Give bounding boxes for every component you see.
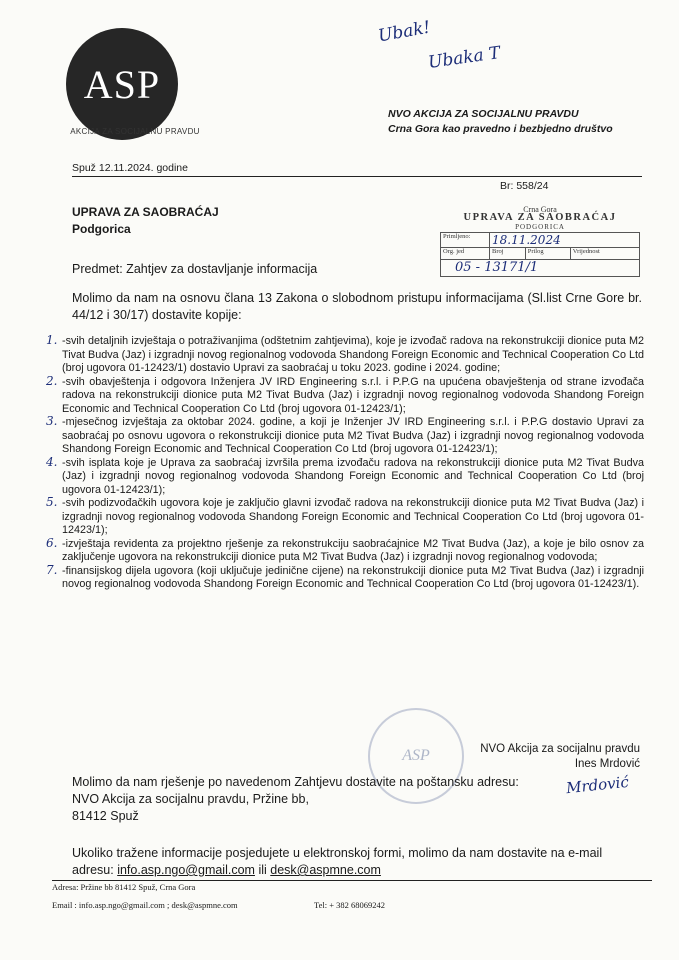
list-item: [46, 562, 644, 592]
item-number: 1.: [46, 333, 58, 347]
item-number: 5.: [46, 495, 58, 509]
item-text: -svih detaljnih izvještaja o potraživanjima (odštetnim zahtjevima), koje je izvođač radova na rekonstrukciji dionice puta M2 Tivat Budva (Jaz) i izgradnji novog regionalnog vodovoda Shandong Foreign Economic and Technical Cooperation Co Ltd (broj ugovora 01-12423/1) dostavio Upravi za saobraćaj u toku 2023. godine i 2024. godine;: [62, 335, 644, 374]
handwritten-note-2: Ubaka T: [426, 43, 502, 73]
footer: [52, 878, 652, 914]
footer-contact-row: [52, 896, 652, 914]
footer-address: Adresa: Pržine bb 81412 Spuž, Crna Gora: [52, 882, 196, 892]
item-number: 7.: [46, 562, 58, 577]
reception-stamp: [440, 205, 640, 283]
stamp-received-value: 18.11.2024: [490, 233, 640, 248]
footer-phone: Tel: + 382 68069242: [314, 900, 386, 910]
item-text: -finansijskog dijela ugovora (koji uključuje jedinične cijene) na rekonstrukciji dionice puta M2 Tivat Budva (Jaz) i izgradnji novog regionalnog vodovoda Shandong Foreign Economic and Technical Cooperation Co Ltd (broj ugovora 01-12423/1).: [62, 564, 644, 590]
item-text: -svih obavještenja i odgovora Inženjera JV IRD Engineering s.r.l. i P.P.G na upućena obavještenja od strane izvođača radova na rekonstrukciji dionice puta M2 Tivat Budva (Jaz) i izgradnji novog regionalnog vodovoda Shandong Foreign Economic and Technical Cooperation Co Ltd (broj ugovora 01-12423/1);: [62, 375, 644, 415]
postal-request-line2: NVO Akcija za socijalnu pravdu, Pržine bb,: [72, 792, 309, 806]
item-number: 2.: [46, 373, 58, 388]
item-number: 3.: [46, 414, 58, 428]
stamp-received-label: Primljeno:: [441, 233, 490, 248]
signer-name: Ines Mrdović: [574, 758, 640, 770]
recipient-city: Podgorica: [72, 222, 131, 236]
item-text: -mjesečnog izvještaja za oktobar 2024. godine, a koji je Inženjer JV IRD Engineering s.r.l. i P.P.G dostavio Upravi za saobraćaj po osnovu ugovora o rekonstrukciji dionice puta M2 Tivat Budva (Jaz) i izgradnji novog regionalnog vodovoda Shandong Foreign Economic and Technical Cooperation Co Ltd (broj ugovora 01-12423/1);: [62, 416, 644, 455]
item-text: -izvještaja revidenta za projektno rješenje za rekonstrukciju saobraćajnice M2 Tivat Budva (Jaz), a koje je bilo osnov za zaključenje ugovora na rekonstrukciji dionice puta M2 Tivat Budva (Jaz) i izgradnji novog regionalnog vodovoda;: [62, 537, 644, 563]
list-item: [46, 414, 644, 457]
signature: Mrdović: [565, 772, 630, 798]
list-item: [46, 333, 644, 376]
logo: [66, 28, 178, 140]
recipient-name: UPRAVA ZA SAOBRAĆAJ: [72, 205, 219, 219]
list-item: [46, 454, 644, 498]
stamp-number-label: Broj: [490, 248, 526, 260]
org-slogan: Crna Gora kao pravedno i bezbjedno društvo: [388, 123, 613, 135]
header-divider: [72, 176, 642, 177]
reference-number: Br: 558/24: [500, 180, 549, 192]
item-text: -svih podizvođačkih ugovora koje je zaključio glavni izvođač radova na rekonstrukciji dionice puta M2 Tivat Budva (Jaz) i izgradnji novog regionalnog vodovoda Shandong Foreign Economic and Technical Cooperation Co Ltd (broj ugovora 01-12423/1);: [62, 497, 644, 536]
subject-line: Predmet: Zahtjev za dostavljanje informacija: [72, 262, 318, 276]
email-or: ili: [258, 863, 267, 877]
list-item: [46, 373, 644, 417]
postal-request-line3: 81412 Spuž: [72, 809, 139, 823]
stamp-value-label: Vrijednost: [570, 248, 639, 260]
document-date: Spuž 12.11.2024. godine: [72, 162, 188, 174]
email-paragraph: [72, 845, 637, 879]
stamp-org-label: Org. jed: [441, 248, 490, 260]
postal-request-line1: Molimo da nam rješenje po navedenom Zahtjevu dostavite na poštansku adresu:: [72, 775, 519, 789]
item-number: 6.: [46, 535, 58, 550]
logo-subtitle: AKCIJA ZA SOCIJALNU PRAVDU: [70, 127, 200, 136]
stamp-city: PODGORICA: [515, 223, 565, 231]
stamp-handwritten-number: 05 - 13171/1: [441, 260, 640, 277]
request-items: [46, 333, 644, 592]
footer-email: Email : info.asp.ngo@gmail.com ; desk@aspmne.com: [52, 900, 238, 910]
org-header: [388, 107, 613, 137]
org-name: NVO AKCIJA ZA SOCIJALNU PRAVDU: [388, 108, 579, 120]
stamp-attachment-label: Prilog: [525, 248, 570, 260]
email-link-1[interactable]: info.asp.ngo@gmail.com: [117, 863, 255, 877]
handwritten-note-1: Ubak!: [376, 17, 432, 47]
intro-paragraph: Molimo da nam na osnovu člana 13 Zakona o slobodnom pristupu informacijama (Sl.list Crne Gore br. 44/12 i 30/17) dostavite kopije:: [72, 291, 642, 322]
email-link-2[interactable]: desk@aspmne.com: [270, 863, 381, 877]
stamp-table: [440, 232, 640, 277]
item-text: -svih isplata koje je Uprava za saobraćaj izvršila prema izvođaču radova na rekonstrukciji dionice puta M2 Tivat Budva (Jaz) i izgradnji novog regionalnog vodovoda Shandong Foreign Economic and Technical Cooperation Co Ltd (broj ugovora 01-12423/1);: [62, 456, 644, 496]
stamp-country: Crna Gora: [523, 205, 557, 214]
list-item: [46, 535, 644, 565]
logo-text: ASP: [83, 61, 161, 107]
stamp-name: UPRAVA ZA SAOBRAĆAJ: [463, 212, 617, 223]
email-paragraph-text: Ukoliko tražene informacije posjedujete u elektronskoj formi, molimo da nam dostavite na e-mail adresu:: [72, 846, 603, 877]
signer-org: NVO Akcija za socijalnu pravdu: [480, 743, 640, 755]
association-stamp-text: ASP: [402, 747, 430, 764]
recipient: [72, 204, 219, 238]
list-item: [46, 495, 644, 538]
item-number: 4.: [46, 454, 58, 469]
postal-request: [72, 774, 592, 825]
signer-block: [450, 742, 640, 772]
